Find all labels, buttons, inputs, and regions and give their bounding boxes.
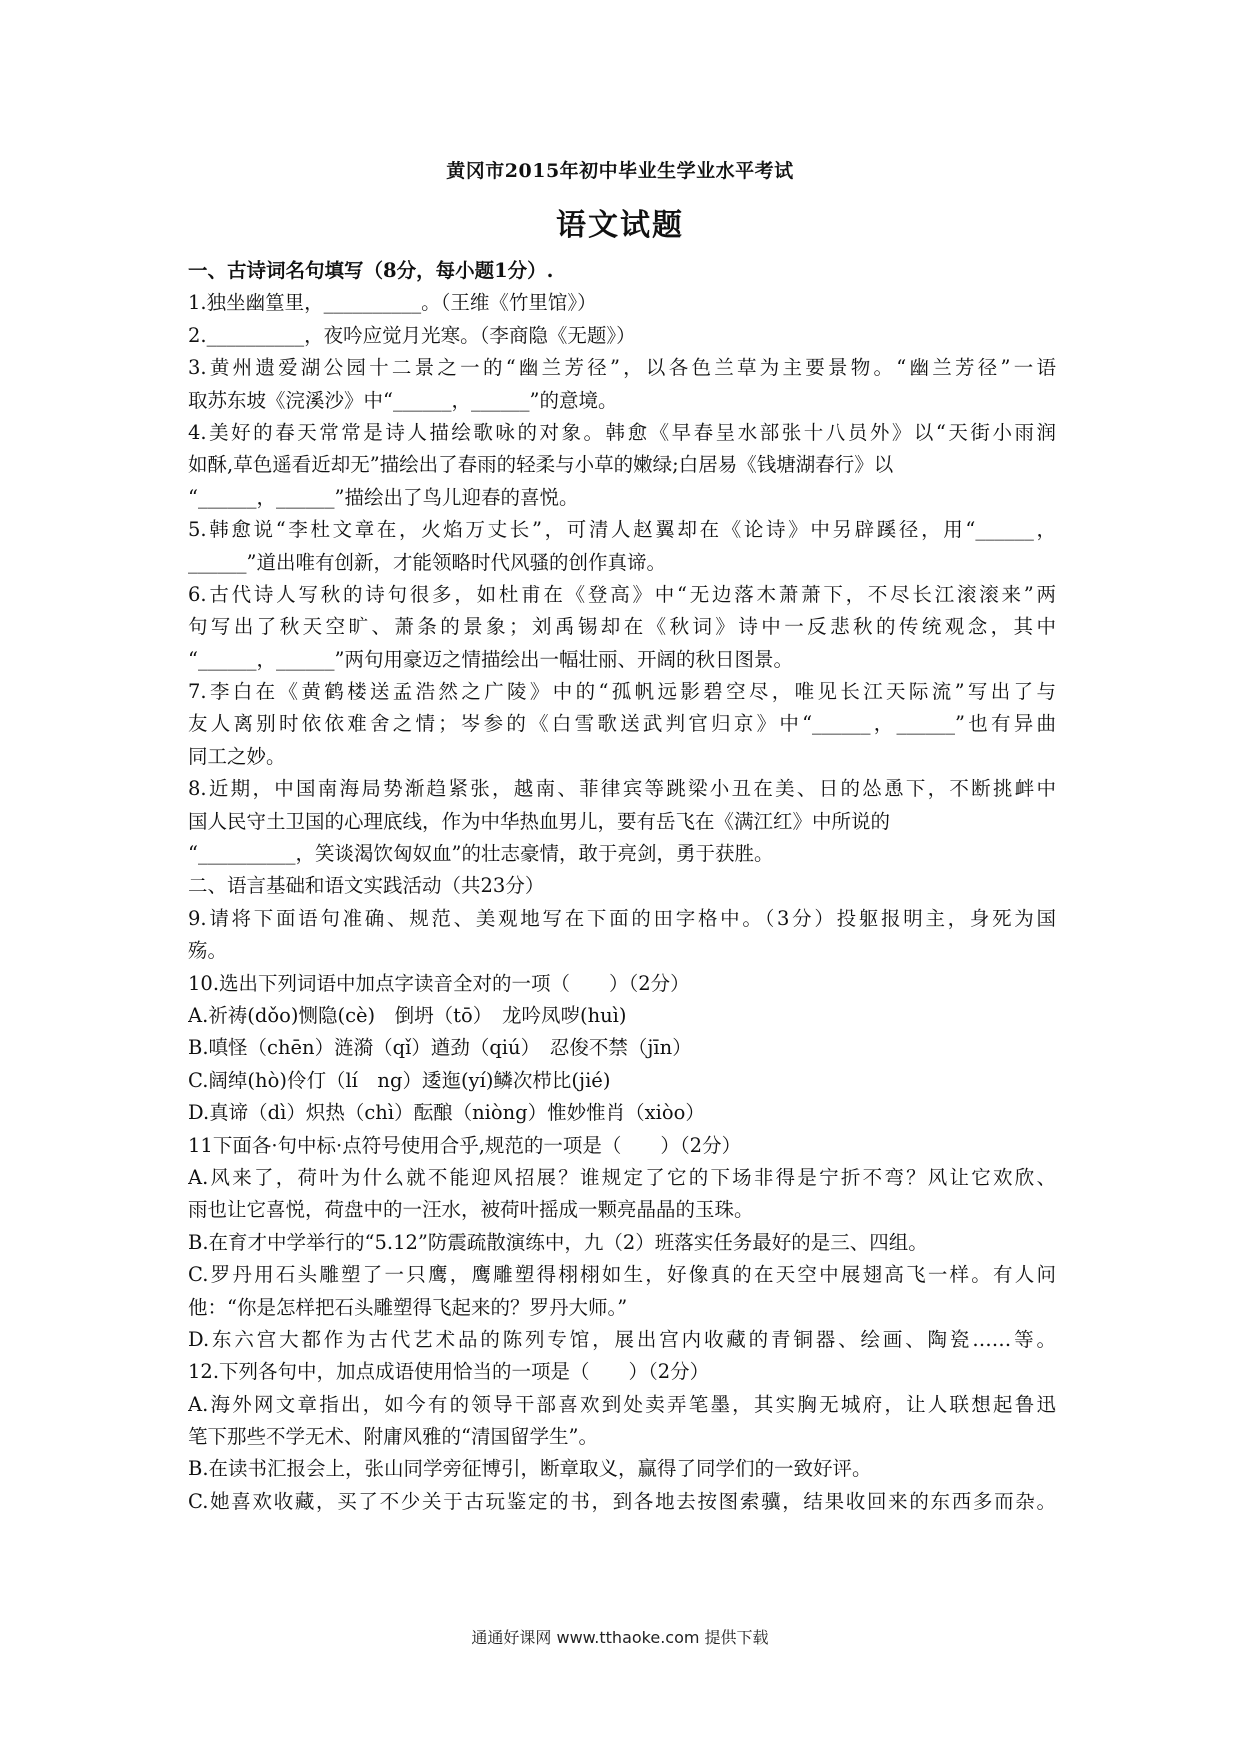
text-line: C.她喜欢收藏，买了不少关于古玩鉴定的书，到各地去按图索骥，结果收回来的东西多而杂。 xyxy=(188,1489,1056,1513)
text-line: A.风来了，荷叶为什么就不能迎风招展？谁规定了它的下场非得是宁折不弯？风让它欢欣、 xyxy=(188,1165,1056,1189)
text-line: “______，______”两句用豪迈之情描绘出一幅壮丽、开阔的秋日图景。 xyxy=(188,647,793,671)
text-line: B.在育才中学举行的“5.12”防震疏散演练中，九（2）班落实任务最好的是三、四组。 xyxy=(188,1230,928,1254)
text-line: 7.李白在《黄鹤楼送孟浩然之广陵》中的“孤帆远影碧空尽，唯见长江天际流”写出了与 xyxy=(188,680,1056,704)
text-line: 句写出了秋天空旷、萧条的景象；刘禹锡却在《秋词》诗中一反悲秋的传统观念，其中 xyxy=(188,615,1056,639)
subject-title: 语文试题 xyxy=(556,208,684,243)
text-line: 8.近期，中国南海局势渐趋紧张，越南、菲律宾等跳梁小丑在美、日的怂恿下，不断挑衅中 xyxy=(188,777,1056,801)
text-line: 殇。 xyxy=(188,939,228,963)
text-line: 雨也让它喜悦，荷盘中的一汪水，被荷叶摇成一颗亮晶晶的玉珠。 xyxy=(188,1198,754,1222)
text-line: A.海外网文章指出，如今有的领导干部喜欢到处卖弄笔墨，其实胸无城府，让人联想起鲁迅 xyxy=(188,1392,1056,1416)
text-line: D.真谛（dì）炽热（chì）酝酿（niòng）惟妙惟肖（xiòo） xyxy=(188,1101,705,1125)
text-line: 6.古代诗人写秋的诗句很多，如杜甫在《登高》中“无边落木萧萧下，不尽长江滚滚来”两 xyxy=(188,582,1056,606)
page-footer: 通通好课网 www.tthaoke.com 提供下载 xyxy=(471,1628,769,1647)
text-line: 友人离别时依依难舍之情；岑参的《白雪歌送武判官归京》中“______，______”也有异曲 xyxy=(188,712,1056,736)
text-line: A.祈祷(dǒo)恻隐(cè) 倒坍（tō） 龙吟凤哕(huì) xyxy=(188,1003,627,1027)
exam-title: 黄冈市2015年初中毕业生学业水平考试 xyxy=(446,160,794,182)
text-line: 同工之妙。 xyxy=(188,744,286,768)
text-line: 一、古诗词名句填写（8分，每小题1分）. xyxy=(188,259,554,282)
text-line: “______，______”描绘出了鸟儿迎春的喜悦。 xyxy=(188,485,579,509)
text-line: D.东六宫大都作为古代艺术品的陈列专馆，展出宫内收藏的青铜器、绘画、陶瓷……等。 xyxy=(188,1327,1056,1351)
text-line: B.在读书汇报会上，张山同学旁征博引，断章取义，赢得了同学们的一致好评。 xyxy=(188,1457,872,1481)
text-line: C.罗丹用石头雕塑了一只鹰，鹰雕塑得栩栩如生，好像真的在天空中展翅高飞一样。有人问 xyxy=(188,1263,1056,1287)
text-line: 4.美好的春天常常是诗人描绘歌咏的对象。韩愈《早春呈水部张十八员外》以“天街小雨润 xyxy=(188,420,1056,444)
text-line: 12.下列各句中，加点成语使用恰当的一项是（ ）（2分） xyxy=(188,1360,710,1384)
text-line: 10.选出下列词语中加点字读音全对的一项（ ）（2分） xyxy=(188,971,690,995)
text-line: C.阔绰(hò)伶仃（lí ng）逶迤(yí)鳞次栉比(jié) xyxy=(188,1068,611,1092)
text-line: 9.请将下面语句准确、规范、美观地写在下面的田字格中。（3分）投躯报明主，身死为国 xyxy=(188,906,1056,930)
text-line: 3.黄州遗爱湖公园十二景之一的“幽兰芳径”，以各色兰草为主要景物。“幽兰芳径”一语 xyxy=(188,356,1056,380)
text-line: 2.__________，夜吟应觉月光寒。（李商隐《无题》） xyxy=(188,323,636,347)
text-line: 11下面各·句中标·点符号使用合乎,规范的一项是（ ）（2分） xyxy=(188,1133,742,1157)
text-line: 5.韩愈说“李杜文章在，火焰万丈长”，可清人赵翼却在《论诗》中另辟蹊径，用“______， xyxy=(188,518,1056,542)
exam-content xyxy=(188,255,1056,1518)
text-line: ______”道出唯有创新，才能领略时代风骚的创作真谛。 xyxy=(188,550,666,574)
text-line: 取苏东坡《浣溪沙》中“______，______”的意境。 xyxy=(188,388,618,412)
text-line: 笔下那些不学无术、附庸风雅的“清国留学生”。 xyxy=(188,1425,598,1449)
text-line: B.嗔怪（chēn）涟漪（qǐ）遒劲（qiú） 忍俊不禁（jīn） xyxy=(188,1036,692,1060)
text-line: 二、语言基础和语文实践活动（共23分） xyxy=(188,874,545,898)
text-line: 1.独坐幽篁里，__________。（王维《竹里馆》） xyxy=(188,291,597,315)
text-line: 如酥,草色遥看近却无”描绘出了春雨的轻柔与小草的嫩绿;白居易《钱塘湖春行》以 xyxy=(188,453,894,477)
text-line: 国人民守土卫国的心理底线，作为中华热血男儿，要有岳飞在《满江红》中所说的 xyxy=(188,809,891,833)
text-line: “__________，笑谈渴饮匈奴血”的壮志豪情，敢于亮剑，勇于获胜。 xyxy=(188,842,774,866)
text-line: 他：“你是怎样把石头雕塑得飞起来的？罗丹大师。” xyxy=(188,1295,628,1319)
